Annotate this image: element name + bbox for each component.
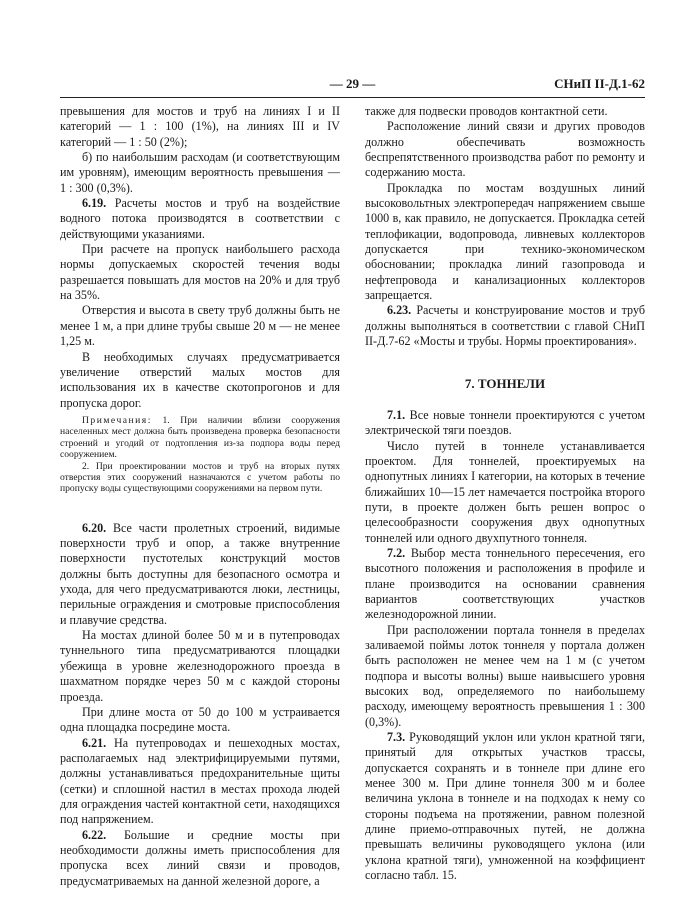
spacer [60,495,340,521]
paragraph: Расположение линий связи и других проводов должно обеспечивать возможность беспрепятственного производства работ по ремонту и содержанию моста. [365,119,645,180]
paragraph: При длине моста от 50 до 100 м устраивается одна площадка посредине моста. [60,704,340,735]
clause-6-21 [60,736,340,828]
clause-number: 6.20. [82,520,107,535]
notes-block [60,415,340,495]
clause-number: 6.19. [82,196,107,211]
clause-text: Выбор места тоннельного пересечения, его высотного положения и расположения в профиле и плане производится на основании сравнения вариантов соответствующих участков железнодорожной линии. [365,545,645,622]
note-2: 2. При проектировании мостов и труб на вторых путях отверстия этих сооружений назначаются с учетом работы по пропуску воды существующими сооружениями на первом пути. [60,460,340,495]
note-1 [60,415,340,461]
clause-text: Большие и средние мосты при необходимости должны иметь приспособления для пропуска всех линий связи и проводов, предусматриваемых на данной железной дороге, а [60,827,340,888]
clause-6-20 [60,521,340,628]
clause-7-2 [365,546,645,623]
clause-6-22 [60,828,340,889]
notes-label: Примечания: [82,414,152,426]
clause-6-19 [60,196,340,242]
clause-6-23 [365,303,645,349]
clause-text: Все новые тоннели проектируются с учетом электрической тяги поездов. [365,407,645,438]
clause-text: На путепроводах и пешеходных мостах, располагаемых над электрифицируемыми путями, должны устанавливаться предохранительные щиты (сетки) и сплошной настил в местах прохода людей для ограждения частей контактной сети, находящихся под напряжением. [60,735,341,827]
clause-7-3 [365,730,645,883]
paragraph: В необходимых случаях предусматривается увеличение отверстий малых мостов для использования их в качестве скотопрогонов и для пропуска дорог. [60,349,340,410]
paragraph: Прокладка по мостам воздушных линий высоковольтных электропередач напряжением свыше 1000 в, как правило, не допускается. Прокладка сетей теплофикации, водопровода, ливневых коллекторов допускается при технико-экономическом обосновании; прокладка линий газопровода и нефтепровода и канализационных коллекторов запрещается. [365,180,645,303]
clause-text: Все части пролетных строений, видимые поверхности труб и опор, а также внутренние поверхности пустотелых конструкций мостов должны быть доступны для безопасного осмотра и ухода, для чего предусматриваются люки, лестницы, перильные ограждения и смотровые приспособления и плавучие средства. [60,520,340,627]
clause-number: 6.22. [82,827,107,842]
clause-number: 6.21. [82,735,107,750]
clause-number: 7.1. [387,407,406,422]
left-column [60,104,340,889]
paragraph: Число путей в тоннеле устанавливается проектом. Для тоннелей, проектируемых на однопутных линиях I категории, на которых в течение ближайших 10—15 лет намечается постройка второго пути, в проекте должен быть решен вопрос о целесообразности сооружения двух однопутных тоннелей или одного двухпутного тоннеля. [365,438,645,545]
right-column [365,104,645,884]
clause-number: 7.3. [387,730,406,745]
paragraph: На мостах длиной более 50 м и в путепроводах туннельного типа предусматриваются площадки убежища в уровне железнодорожного проезда в шахматном порядке через 50 м с каждой стороны проезда. [60,628,340,704]
paragraph: превышения для мостов и труб на линиях I и II категорий — 1 : 100 (1%), на линиях III и IV категорий — 1 : 50 (2%); [60,104,340,149]
section-title: 7. ТОННЕЛИ [464,375,546,391]
clause-number: 6.23. [387,303,412,318]
paragraph: При расположении портала тоннеля в пределах заливаемой поймы лоток тоннеля у портала должен быть расположен не менее чем на 1 м (с учетом подпора и высоты волны) выше наивысшего уровня высоких вод, определяемого по наибольшему расходу, имеющему вероятность превышения 1 : 300 (0,3%). [365,622,645,729]
clause-7-1 [365,408,645,439]
page-number: — 29 — [329,76,376,91]
clause-number: 7.2. [387,545,406,560]
paragraph: Отверстия и высота в свету труб должны быть не менее 1 м, а при длине трубы свыше 20 м — не менее 1,25 м. [60,303,340,349]
clause-text: Расчеты и конструирование мостов и труб должны выполняться в соответствии с главой СНиП II-Д.7-62 «Мосты и трубы. Нормы проектирования». [365,303,645,349]
clause-text: Расчеты мостов и труб на воздействие водного потока производятся в соответствии с действующими указаниями. [60,196,340,241]
paragraph: также для подвески проводов контактной сети. [365,104,608,118]
paragraph: При расчете на пропуск наибольшего расхода нормы допускаемых скоростей течения воды разрешается повышать для мостов на 20% и для труб на 35%. [60,242,340,303]
paragraph: б) по наибольшим расходам (и соответствующим им уровням), имеющим вероятность превышения — 1 : 300 (0,3%). [60,150,340,195]
clause-text: Руководящий уклон или уклон кратной тяги, принятый для открытых участков трассы, допускается сохранять и в тоннеле при длине его менее 300 м. При длине тоннеля 300 м и более величина уклона в тоннеле и на подходах к нему со стороны подъема на протяжении, равном полезной длине приемо-отправочных путей, не должна превышать величины руководящего уклона (или уклона кратной тяги), умноженной на коэффициент согласно табл. 15. [365,730,645,883]
header-rule [60,97,645,98]
note-text: 1. При наличии вблизи сооружения населенных мест должна быть произведена проверка безопасности строений и угодий от подтопления из-за подпора воды перед сооружением. [60,414,340,461]
page-header [60,76,645,96]
document-code: СНиП II-Д.1-62 [554,76,645,91]
